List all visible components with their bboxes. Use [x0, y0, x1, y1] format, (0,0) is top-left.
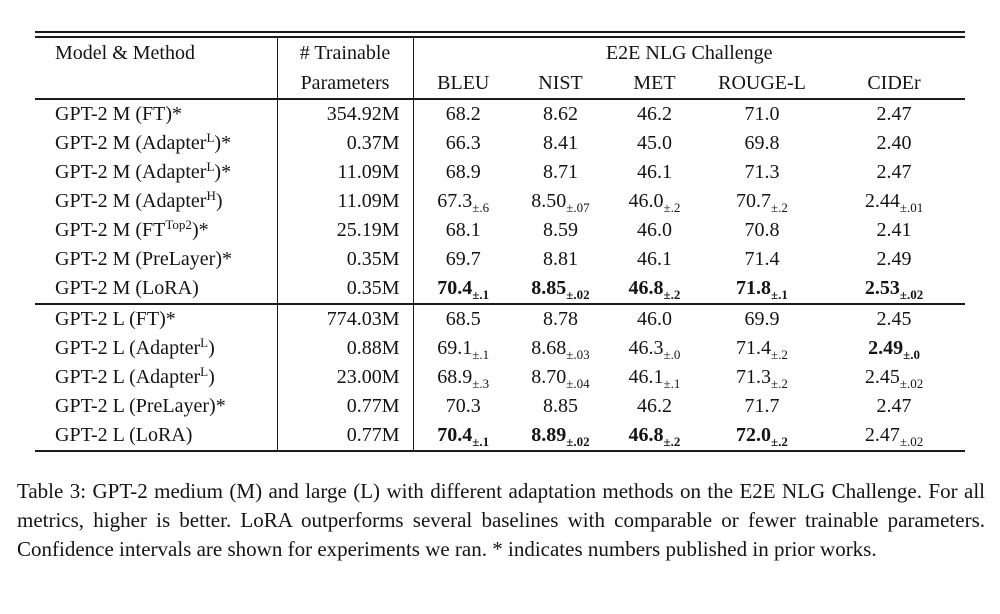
results-table-box — [35, 31, 965, 452]
table-row — [35, 392, 965, 421]
model-method-cell: GPT-2 M (Adapter$^L$)* — [35, 158, 277, 187]
metric-value-cell: $68.9_{\pm.3}$ — [437, 366, 490, 391]
header-model-method: Model & Method — [35, 37, 277, 68]
metric-value-cell: 46.2 — [637, 103, 672, 125]
confidence-interval-subscript: ±.1 — [472, 434, 490, 449]
metric-value-cell: 66.3 — [445, 132, 481, 154]
table-row — [35, 274, 965, 304]
trainable-params-cell: 0.77M — [277, 392, 413, 421]
table-header — [35, 37, 965, 99]
table-row — [35, 187, 965, 216]
metric-value-cell: 46.1 — [637, 161, 672, 183]
model-superscript: L — [206, 159, 215, 174]
confidence-interval-subscript: ±.2 — [663, 287, 681, 302]
confidence-interval-subscript: ±.02 — [899, 287, 924, 302]
metric-value-cell: 46.2 — [637, 395, 672, 417]
metric-value-cell: 71.3 — [744, 161, 780, 183]
model-superscript: L — [206, 130, 215, 145]
confidence-interval-subscript: ±.1 — [472, 347, 490, 362]
trainable-params-cell: 354.92M — [277, 99, 413, 129]
metric-value-cell: 2.47 — [876, 395, 912, 417]
metric-value-cell: $2.49_{\pm.0}$ — [868, 337, 920, 362]
metric-value-cell: $71.4_{\pm.2}$ — [736, 337, 788, 362]
header-group-title: E2E NLG Challenge — [605, 41, 773, 64]
trainable-params-cell: 0.35M — [277, 245, 413, 274]
trainable-params-cell: 25.19M — [277, 216, 413, 245]
confidence-interval-subscript: ±.2 — [771, 434, 788, 449]
table-row — [35, 334, 965, 363]
table-row — [35, 216, 965, 245]
table-row — [35, 245, 965, 274]
confidence-interval-subscript: ±.02 — [566, 287, 590, 302]
metric-value-cell: $2.44_{\pm.01}$ — [864, 190, 924, 215]
metric-header-nist: NIST — [538, 71, 583, 94]
metric-value-cell: 70.8 — [744, 219, 780, 241]
metric-value-cell: 8.81 — [543, 248, 578, 270]
metric-value-cell: $46.8_{\pm.2}$ — [628, 424, 681, 449]
confidence-interval-subscript: ±.03 — [566, 347, 590, 362]
model-method-cell: GPT-2 L (Adapter$^L$) — [35, 363, 277, 392]
metric-value-cell: 2.41 — [876, 219, 912, 241]
metric-value-cell: $69.1_{\pm.1}$ — [437, 337, 490, 362]
confidence-interval-subscript: ±.3 — [472, 376, 490, 391]
header-trainable-line1: # Trainable — [277, 37, 413, 68]
table-row — [35, 304, 965, 334]
metric-value-cell: 46.0 — [608, 304, 701, 334]
metric-value-cell: $46.8_{\pm.2}$ — [628, 277, 681, 302]
metric-value-cell: 8.78 — [513, 304, 608, 334]
model-method-cell: GPT-2 M (Adapter$^H$) — [35, 187, 277, 216]
metric-value-cell: 8.59 — [543, 219, 578, 241]
metric-header-bleu: BLEU — [437, 71, 490, 94]
table-row — [35, 99, 965, 129]
results-table — [35, 36, 965, 452]
metric-value-cell: 70.3 — [445, 395, 481, 417]
table-row — [35, 129, 965, 158]
metric-value-cell: $8.89_{\pm.02}$ — [531, 424, 590, 449]
header-row-1 — [35, 37, 965, 68]
confidence-interval-subscript: ±.0 — [903, 347, 920, 362]
model-method-cell: GPT-2 L (LoRA) — [35, 421, 277, 451]
table-body — [35, 99, 965, 451]
metric-value-cell: 46.0 — [637, 219, 672, 241]
confidence-interval-subscript: ±.01 — [899, 200, 924, 215]
metric-value-cell: $72.0_{\pm.2}$ — [736, 424, 788, 449]
model-superscript: Top2 — [165, 217, 192, 232]
trainable-params-cell: 0.77M — [277, 421, 413, 451]
metric-value-cell: 68.1 — [445, 219, 481, 241]
model-method-cell: GPT-2 M (LoRA) — [35, 274, 277, 304]
confidence-interval-subscript: ±.1 — [771, 287, 788, 302]
metric-value-cell: 2.45 — [823, 304, 965, 334]
metric-value-cell: 71.4 — [744, 248, 780, 270]
header-trainable-line2: Parameters — [277, 68, 413, 99]
confidence-interval-subscript: ±.04 — [566, 376, 590, 391]
metric-value-cell: 8.85 — [543, 395, 578, 417]
table-row — [35, 363, 965, 392]
metric-value-cell: $70.4_{\pm.1}$ — [437, 277, 490, 302]
trainable-params-cell: 774.03M — [277, 304, 413, 334]
model-method-cell: GPT-2 M (Adapter$^L$)* — [35, 129, 277, 158]
confidence-interval-subscript: ±.02 — [899, 376, 924, 391]
metric-value-cell: 68.2 — [445, 103, 481, 125]
metric-value-cell: $2.47_{\pm.02}$ — [864, 424, 924, 449]
table-caption: Table 3: GPT-2 medium (M) and large (L) with different adaptation methods on the E2E NLG Challenge. For all metrics, higher is better. LoRA outperforms several baselines with comparable or fewer trainable parameters. Confidence intervals are shown for experiments we ran. * indicates numbers published in prior works. — [17, 479, 985, 561]
header-row-2 — [35, 68, 965, 99]
confidence-interval-subscript: ±.2 — [663, 434, 681, 449]
confidence-interval-subscript: ±.2 — [771, 200, 788, 215]
metric-value-cell: $70.4_{\pm.1}$ — [437, 424, 490, 449]
metric-value-cell: $46.0_{\pm.2}$ — [628, 190, 681, 215]
confidence-interval-subscript: ±.1 — [663, 376, 681, 391]
metric-value-cell: 8.62 — [543, 103, 578, 125]
metric-value-cell: 8.41 — [543, 132, 578, 154]
confidence-interval-subscript: ±.6 — [472, 200, 490, 215]
model-method-cell: GPT-2 L (Adapter$^L$) — [35, 334, 277, 363]
metric-value-cell: $8.50_{\pm.07}$ — [531, 190, 590, 215]
metric-value-cell: 2.47 — [876, 161, 912, 183]
trainable-params-cell: 23.00M — [277, 363, 413, 392]
metric-value-cell: 69.8 — [744, 132, 780, 154]
model-method-cell: GPT-2 M $(FT^{Top2})*$ — [35, 216, 277, 245]
model-method-cell: GPT-2 L (FT)* — [35, 304, 277, 334]
trainable-params-cell: 11.09M — [277, 187, 413, 216]
metric-value-cell: $8.85_{\pm.02}$ — [531, 277, 590, 302]
metric-value-cell: 71.0 — [744, 103, 780, 125]
model-method-cell: GPT-2 L (PreLayer)* — [35, 392, 277, 421]
metric-value-cell: 69.7 — [445, 248, 481, 270]
confidence-interval-subscript: ±.0 — [663, 347, 681, 362]
metric-value-cell: 68.9 — [445, 161, 481, 183]
confidence-interval-subscript: ±.2 — [663, 200, 681, 215]
metric-value-cell: 2.49 — [876, 248, 912, 270]
metric-value-cell: $71.8_{\pm.1}$ — [736, 277, 788, 302]
metric-value-cell: 8.71 — [543, 161, 578, 183]
trainable-params-cell: 0.37M — [277, 129, 413, 158]
metric-value-cell: $2.53_{\pm.02}$ — [864, 277, 924, 302]
trainable-params-cell: 0.35M — [277, 274, 413, 304]
metric-value-cell: 2.47 — [876, 103, 912, 125]
trainable-params-cell: 11.09M — [277, 158, 413, 187]
trainable-params-cell: 0.88M — [277, 334, 413, 363]
model-superscript: H — [206, 188, 216, 203]
model-method-cell: GPT-2 M (PreLayer)* — [35, 245, 277, 274]
metric-value-cell: $70.7_{\pm.2}$ — [736, 190, 788, 215]
table-row — [35, 158, 965, 187]
confidence-interval-subscript: ±.02 — [566, 434, 590, 449]
metric-value-cell: 2.40 — [876, 132, 912, 154]
metric-value-cell: $8.68_{\pm.03}$ — [531, 337, 590, 362]
metric-header-cider: CIDEr — [867, 71, 921, 94]
model-superscript: L — [200, 364, 209, 379]
metric-value-cell: 45.0 — [637, 132, 672, 154]
metric-value-cell: 68.5 — [413, 304, 513, 334]
header-empty-cell — [35, 68, 277, 99]
metric-value-cell: 69.9 — [701, 304, 823, 334]
metric-value-cell: $8.70_{\pm.04}$ — [531, 366, 590, 391]
confidence-interval-subscript: ±.2 — [771, 376, 788, 391]
metric-value-cell: $46.3_{\pm.0}$ — [628, 337, 681, 362]
metric-value-cell: $2.45_{\pm.02}$ — [864, 366, 924, 391]
metric-value-cell: $71.3_{\pm.2}$ — [736, 366, 788, 391]
metric-value-cell: $67.3_{\pm.6}$ — [437, 190, 490, 215]
metric-value-cell: 46.1 — [637, 248, 672, 270]
confidence-interval-subscript: ±.07 — [566, 200, 590, 215]
metric-header-rouge-l: ROUGE-L — [718, 71, 806, 94]
confidence-interval-subscript: ±.02 — [899, 434, 924, 449]
model-method-cell: GPT-2 M (FT)* — [35, 99, 277, 129]
table-row — [35, 421, 965, 451]
metric-value-cell: $46.1_{\pm.1}$ — [628, 366, 681, 391]
confidence-interval-subscript: ±.2 — [771, 347, 788, 362]
model-superscript: L — [200, 335, 209, 350]
confidence-interval-subscript: ±.1 — [472, 287, 490, 302]
metric-header-met: MET — [633, 71, 676, 94]
metric-value-cell: 71.7 — [744, 395, 780, 417]
